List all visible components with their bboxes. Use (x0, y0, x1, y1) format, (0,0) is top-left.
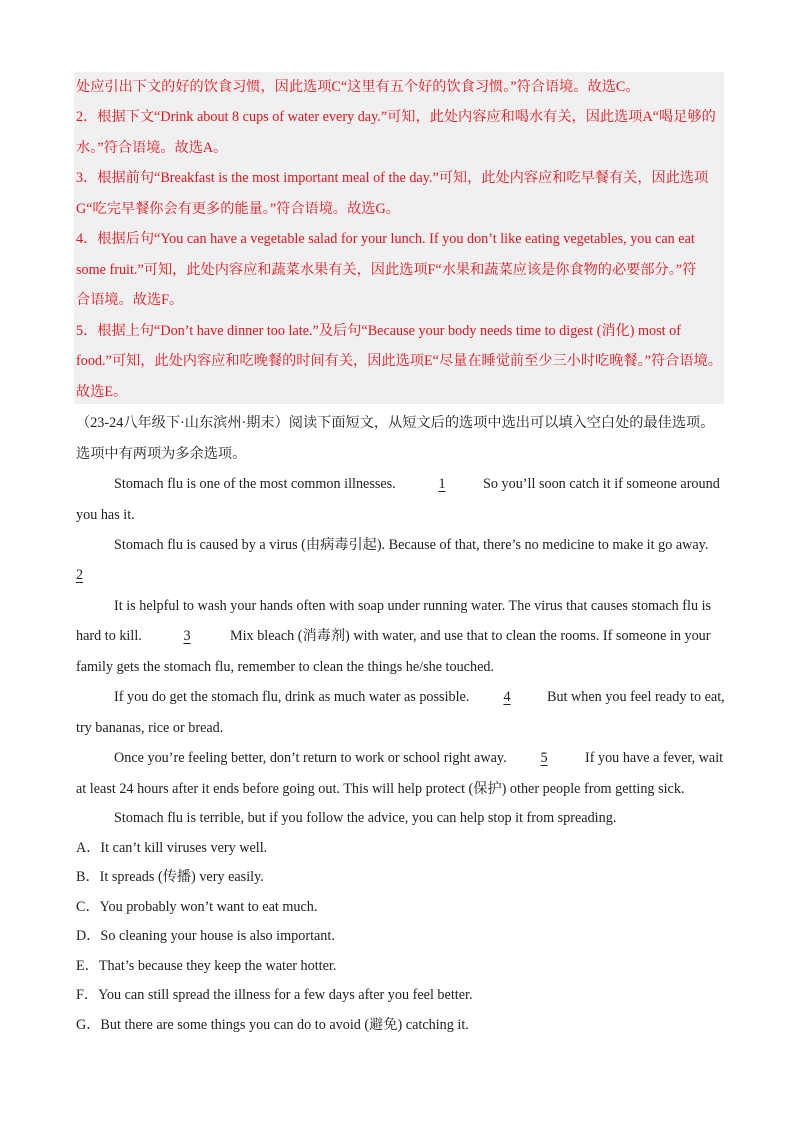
answer-line: 4．根据后句“You can have a vegetable salad for your lunch. If you don’t like eating vegetables, you can eat (76, 231, 695, 247)
answer-line: some fruit.”可知，此处内容应和蔬菜水果有关，因此选项F“水果和蔬菜应该是你食物的必要部分。”符 (76, 262, 697, 278)
answer-line: 3．根据前句“Breakfast is the most important meal of the day.”可知，此处内容应和吃早餐有关，因此选项 (76, 170, 709, 186)
passage-text: Mix bleach (消毒剂) with water, and use that to clean the rooms. If someone in your (230, 628, 711, 644)
passage-text: Stomach flu is caused by a virus (由病毒引起). Because of that, there’s no medicine to make it go away. (114, 537, 709, 553)
option-g: G．But there are some things you can do to avoid (避免) catching it. (76, 1017, 469, 1033)
passage-text: It is helpful to wash your hands often with soap under running water. The virus that causes stomach flu is (114, 598, 712, 614)
answer-line: G“吃完早餐你会有更多的能量。”符合语境。故选G。 (76, 201, 400, 217)
passage-text: Once you’re feeling better, don’t return to work or school right away. (114, 750, 507, 766)
passage-text: family gets the stomach flu, remember to clean the things he/she touched. (76, 659, 495, 675)
instruction-line: 选项中有两项为多余选项。 (76, 446, 247, 462)
blank-2: 2 (76, 567, 84, 583)
blank-3: 3 (183, 628, 191, 644)
option-d: D．So cleaning your house is also important. (76, 928, 335, 944)
answer-line: 合语境。故选F。 (76, 292, 184, 308)
option-b: B．It spreads (传播) very easily. (76, 869, 264, 885)
answer-line: 故选E。 (76, 384, 128, 400)
answer-line: 处应引出下文的好的饮食习惯，因此选项C“这里有五个好的饮食习惯。”符合语境。故选C。 (76, 79, 640, 95)
blank-5: 5 (540, 750, 548, 766)
instruction-line: （23-24八年级下·山东滨州·期末）阅读下面短文，从短文后的选项中选出可以填入空白处的最佳选项。 (76, 415, 715, 431)
answer-line: 5．根据上句“Don’t have dinner too late.”及后句“Because your body needs time to digest (消化) most of (76, 323, 681, 339)
answer-line: 2．根据下文“Drink about 8 cups of water every day.”可知，此处内容应和喝水有关，因此选项A“喝足够的 (76, 109, 716, 125)
passage-text: hard to kill. (76, 628, 142, 644)
passage-text: So you’ll soon catch it if someone around (483, 476, 720, 492)
passage-text: Stomach flu is terrible, but if you follow the advice, you can help stop it from spreading. (114, 810, 617, 826)
answer-line: food.”可知，此处内容应和吃晚餐的时间有关，因此选项E“尽量在睡觉前至少三小时吃晚餐。”符合语境。 (76, 353, 722, 369)
option-e: E．That’s because they keep the water hotter. (76, 958, 337, 974)
passage-text: at least 24 hours after it ends before going out. This will help protect (保护) other people from getting sick. (76, 781, 685, 797)
passage-text: If you do get the stomach flu, drink as much water as possible. (114, 689, 470, 705)
passage-text: But when you feel ready to eat, (547, 689, 725, 705)
option-a: A．It can’t kill viruses very well. (76, 840, 268, 856)
answer-line: 水。”符合语境。故选A。 (76, 140, 228, 156)
option-c: C．You probably won’t want to eat much. (76, 899, 318, 915)
passage-text: try bananas, rice or bread. (76, 720, 224, 736)
passage-text: If you have a fever, wait (585, 750, 724, 766)
passage-text: you has it. (76, 507, 135, 523)
blank-4: 4 (503, 689, 511, 705)
passage-text: Stomach flu is one of the most common illnesses. (114, 476, 396, 492)
blank-1: 1 (438, 476, 446, 492)
option-f: F．You can still spread the illness for a few days after you feel better. (76, 987, 473, 1003)
